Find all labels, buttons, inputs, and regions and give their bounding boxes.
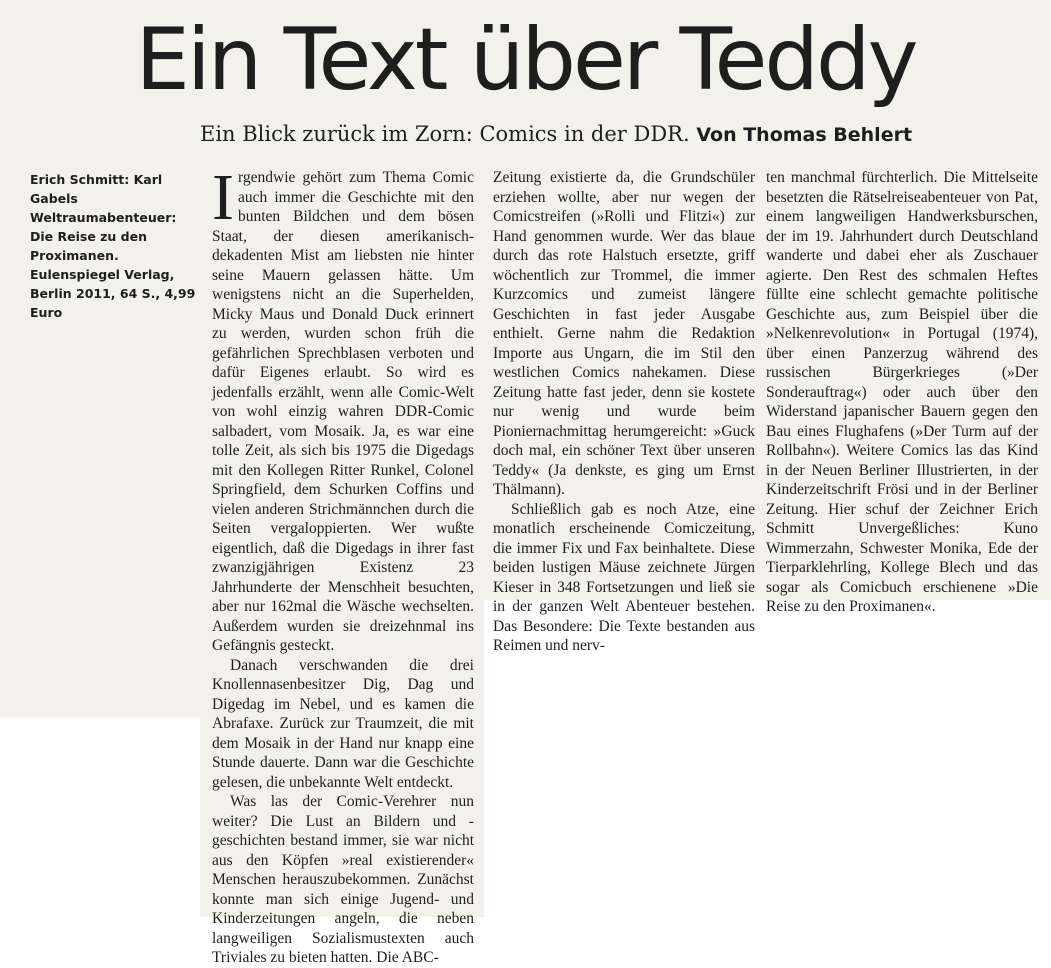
article-column-3 <box>766 168 1038 617</box>
subline <box>200 120 1051 149</box>
subline-text: Ein Blick zurück im Zorn: Comics in der DDR. <box>200 122 690 146</box>
paragraph: Was las der Comic-Verehrer nun weiter? Die Lust an Bildern und -geschichten bestand immer, sie war nicht aus den Köpfen »real existierender« Menschen herauszubekommen. Zunächst konnte man sich einige Jugend- und Kinderzeitungen angeln, die neben langweiligen Sozialismustexten auch Triviales zu bieten hatten. Die ABC- <box>212 793 474 966</box>
headline: Ein Text über Teddy <box>135 10 916 110</box>
paragraph: Zeitung existierte da, die Grundschüler erziehen wollte, aber nur wegen der Comicstreifen (»Rolli und Flitzi«) zur Hand genommen wurde. Wer das blaue durch das rote Halstuch ersetzte, griff wöchentlich zur Trommel, die immer Kurzcomics und zumeist längere Geschichten in fast jeder Ausgabe enthielt. Gerne nahm die Redaktion Importe aus Ungarn, die im Stil den westlichen Comics nahekamen. Diese Zeitung hatte fast jeder, denn sie kostete nur wenig und wurde beim Pioniernachmittag herumgereicht: »Guck doch mal, ein schöner Text über unseren Teddy« (Ja denkste, es ging um Ernst Thälmann). <box>493 169 755 498</box>
paragraph: Danach verschwanden die drei Knollennasenbesitzer Dig, Dag und Digedag im Nebel, und es kamen die Abrafaxe. Zurück zur Traumzeit, die mit dem Mosaik in der Hand nur knapp eine Stunde dauerte. Dann war die Geschichte gelesen, die unbekannte Welt entdeckt. <box>212 656 474 791</box>
paragraph: Schließlich gab es noch Atze, eine monatlich erscheinende Comiczeitung, die immer Fix und Fax beinhaltete. Diese beiden lustigen Mäuse zeichnete Jürgen Kieser in 348 Fortsetzungen und ließ sie in der ganzen Welt Abenteuer bestehen. Das Besondere: Die Texte bestanden aus Reimen und nerv- <box>493 500 755 654</box>
book-info-box: Erich Schmitt: Karl Gabels Weltraumabenteuer: Die Reise zu den Proximanen. Eulenspiegel Verlag, Berlin 2011, 64 S., 4,99 Euro <box>30 172 196 320</box>
paragraph: Irgendwie gehört zum Thema Comic auch immer die Geschichte mit den bunten Bildchen und dem bösen Staat, der diesen amerikanisch-dekadenten Mist am liebsten nie hinter seine Mauern gelassen hätte. Um wenigstens nicht an die Superhelden, Micky Maus und Donald Duck erinnert zu werden, wurden schon früh die gefährlichen Sprechblasen verboten und dafür Eigenes erlaubt. So wird es jedenfalls erzählt, wenn alle Comic-Welt von wohl einzig wahren DDR-Comic salbadert, vom Mosaik. Ja, es war eine tolle Zeit, als sich bis 1975 die Digedags mit den Kollegen Ritter Runkel, Colonel Springfield, dem Schurken Coffins und vielen anderen Strichmännchen durch die Seiten vergaloppierten. Wer wußte eigentlich, daß die Digedags in ihrer fast zwanzigjährigen Existenz 23 Jahrhunderte der Menschheit besuchten, aber nur 162mal die Wäsche wechselten. Außerdem wurden sie dreizehnmal ins Gefängnis gesteckt. <box>212 161 474 654</box>
byline: Von Thomas Behlert <box>696 124 913 146</box>
paragraph: ten manchmal fürchterlich. Die Mittelseite besetzten die Rätselreiseabenteuer von Pat, einem langweiligen Handwerksburschen, der im 19. Jahrhundert durch Deutschland wanderte und dabei eher als Zuschauer agierte. Den Rest des schmalen Heftes füllte eine schlecht gemachte politische Geschichte aus, zum Beispiel über die »Nelkenrevolution« in Portugal (1974), über einen Panzerzug während des russischen Bürgerkrieges (»Der Sonderauftrag«) oder auch über den Widerstand japanischer Bauern gegen den Bau eines Flughafens (»Der Turm auf der Rollbahn«). Weitere Comics las das Kind in der Neuen Berliner Illustrierten, in der Kinderzeitschrift Frösi und in der Berliner Zeitung. Hier schuf der Zeichner Erich Schmitt Unvergeßliches: Kuno Wimmerzahn, Schwester Monika, Ede der Tierparklehrling, Kollege Blech und das sogar als Comicbuch erschienene »Die Reise zu den Proximanen«. <box>766 169 1038 615</box>
article-column-2 <box>493 168 755 656</box>
article-column-1 <box>212 161 474 968</box>
blank-area-left <box>0 718 200 917</box>
